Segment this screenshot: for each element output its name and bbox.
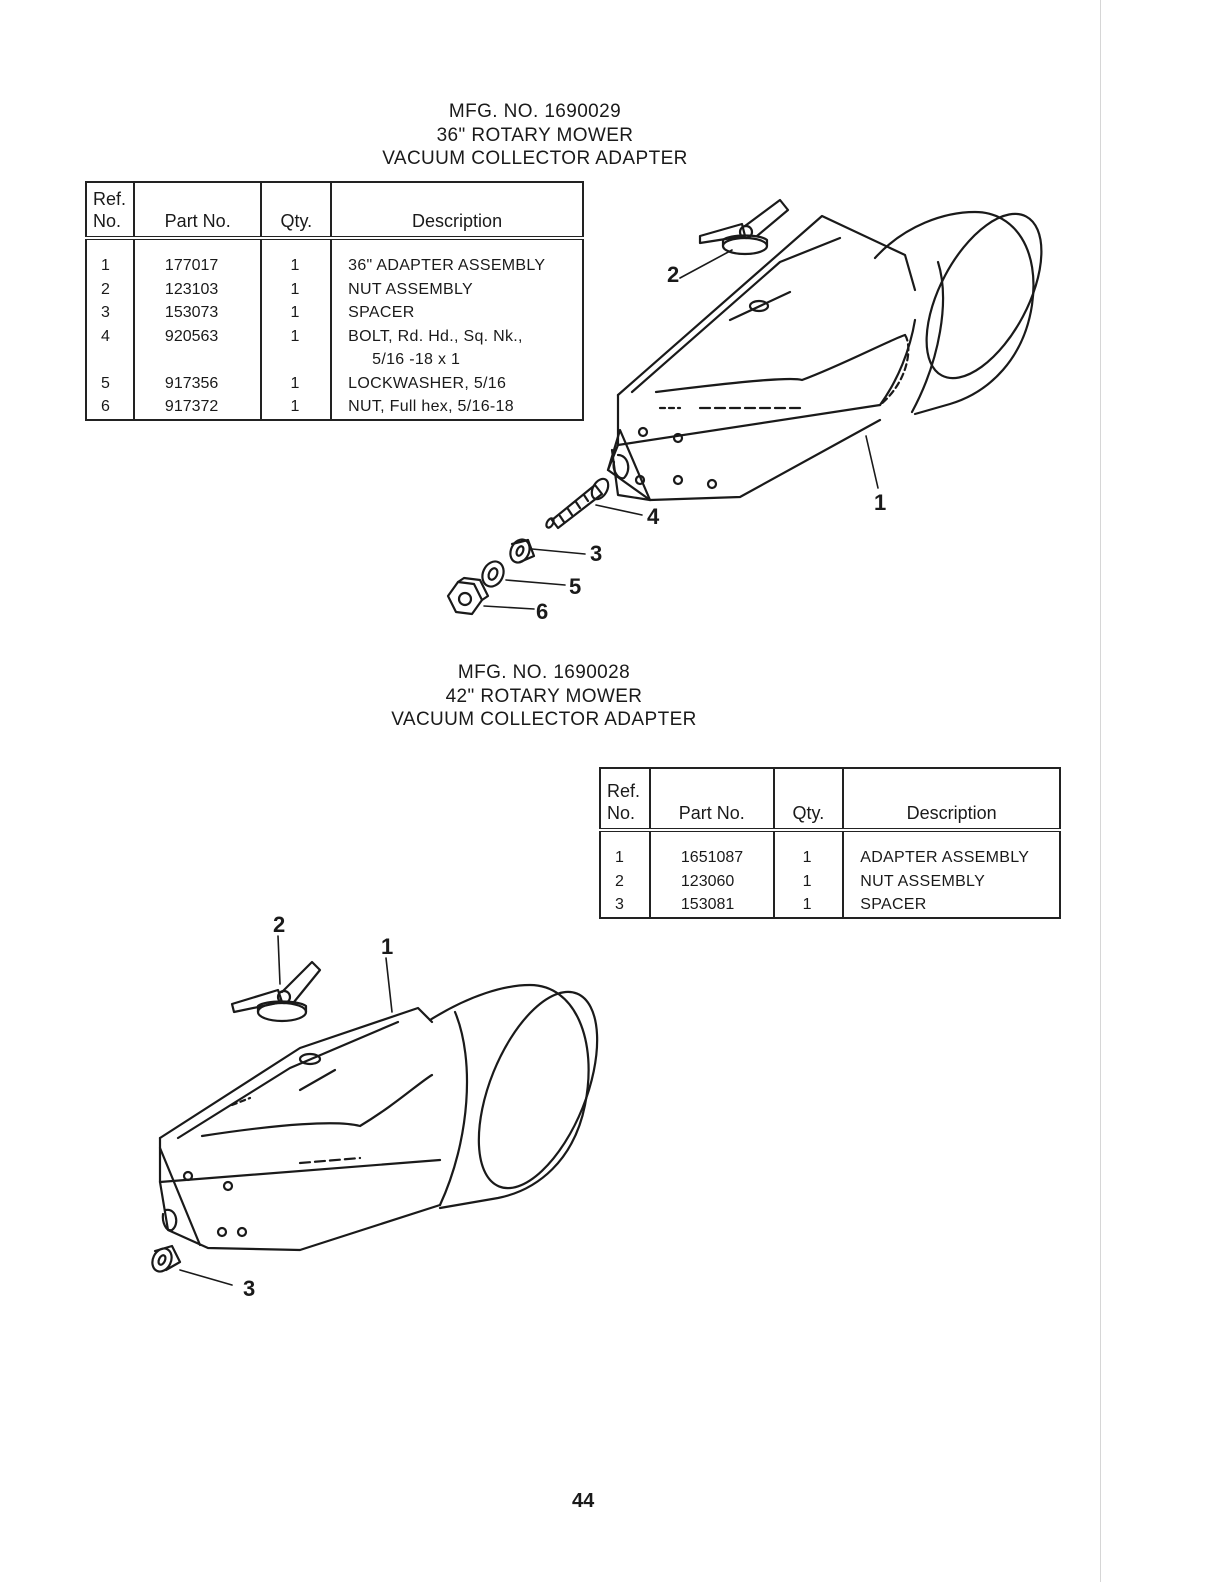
- qty-header: Qty.: [774, 768, 844, 830]
- callout-3: 3: [590, 541, 603, 566]
- part-no-header: Part No.: [134, 182, 262, 238]
- ref-cell: 2: [600, 870, 650, 894]
- qty-cell: 1: [261, 395, 331, 420]
- description-line-2: 5/16 -18 x 1: [372, 351, 461, 368]
- ref-cell: 5: [86, 372, 134, 396]
- part-number-cell: 917356: [134, 372, 262, 396]
- section-1-model: 36" ROTARY MOWER: [436, 124, 634, 146]
- description-cell: ADAPTER ASSEMBLY: [843, 830, 1060, 870]
- ref-cell: 1: [86, 238, 134, 278]
- ref-cell: 6: [86, 395, 134, 420]
- callout-1: 1: [381, 934, 394, 959]
- qty-cell: 1: [774, 830, 844, 870]
- description-cell: SPACER: [843, 893, 1060, 918]
- description-header: Description: [331, 182, 583, 238]
- callout-3: 3: [243, 1276, 256, 1301]
- section-1-mfg-number: MFG. NO. 1690029: [448, 101, 622, 122]
- description-cell: NUT ASSEMBLY: [843, 870, 1060, 894]
- qty-header: Qty.: [261, 182, 331, 238]
- part-number-cell: 920563: [134, 325, 262, 372]
- part-number-cell: 153081: [650, 893, 774, 918]
- callout-1: 1: [874, 490, 887, 515]
- callout-6: 6: [536, 599, 549, 624]
- section-2-model: 42" ROTARY MOWER: [445, 685, 643, 707]
- description-line-1: BOLT, Rd. Hd., Sq. Nk.,: [348, 327, 523, 345]
- part-number-cell: 177017: [134, 238, 262, 278]
- ref-cell: 4: [86, 325, 134, 372]
- wing-nut-icon: [700, 200, 788, 254]
- ref-no-header: Ref. No.: [86, 182, 134, 238]
- qty-cell: 1: [261, 372, 331, 396]
- hex-nut-icon: [448, 578, 488, 614]
- spacer-icon: [149, 1245, 180, 1274]
- qty-cell: 1: [774, 870, 844, 894]
- section-2-title: VACUUM COLLECTOR ADAPTER: [391, 709, 697, 730]
- ref-cell: 1: [600, 830, 650, 870]
- description-cell: SPACER: [331, 301, 583, 325]
- qty-cell: 1: [261, 278, 331, 302]
- part-number-cell: 123060: [650, 870, 774, 894]
- carriage-bolt-icon: [545, 476, 612, 529]
- description-cell: NUT, Full hex, 5/16-18: [331, 395, 583, 420]
- callout-2: 2: [667, 262, 680, 287]
- ref-cell: 3: [600, 893, 650, 918]
- qty-cell: 1: [774, 893, 844, 918]
- section-1-title: VACUUM COLLECTOR ADAPTER: [382, 148, 688, 169]
- adapter-assembly-42-drawing: [149, 936, 622, 1285]
- ref-cell: 3: [86, 301, 134, 325]
- description-cell: NUT ASSEMBLY: [331, 278, 583, 302]
- ref-no-header: Ref. No.: [600, 768, 650, 830]
- adapter-assembly-36-drawing: [448, 196, 1065, 614]
- description-header: Description: [843, 768, 1060, 830]
- ref-cell: 2: [86, 278, 134, 302]
- qty-cell: 1: [261, 238, 331, 278]
- description-cell: LOCKWASHER, 5/16: [331, 372, 583, 396]
- qty-cell: 1: [261, 325, 331, 372]
- part-number-cell: 123103: [134, 278, 262, 302]
- section-2-mfg-number: MFG. NO. 1690028: [457, 662, 631, 683]
- callout-4: 4: [647, 504, 660, 529]
- callout-5: 5: [569, 574, 582, 599]
- spacer-icon: [507, 536, 534, 565]
- description-cell: 36" ADAPTER ASSEMBLY: [331, 238, 583, 278]
- callout-2: 2: [273, 912, 286, 937]
- qty-cell: 1: [261, 301, 331, 325]
- part-number-cell: 1651087: [650, 830, 774, 870]
- page-number: 44: [572, 1490, 595, 1512]
- part-no-header: Part No.: [650, 768, 774, 830]
- part-number-cell: 917372: [134, 395, 262, 420]
- part-number-cell: 153073: [134, 301, 262, 325]
- wing-nut-icon: [232, 962, 320, 1021]
